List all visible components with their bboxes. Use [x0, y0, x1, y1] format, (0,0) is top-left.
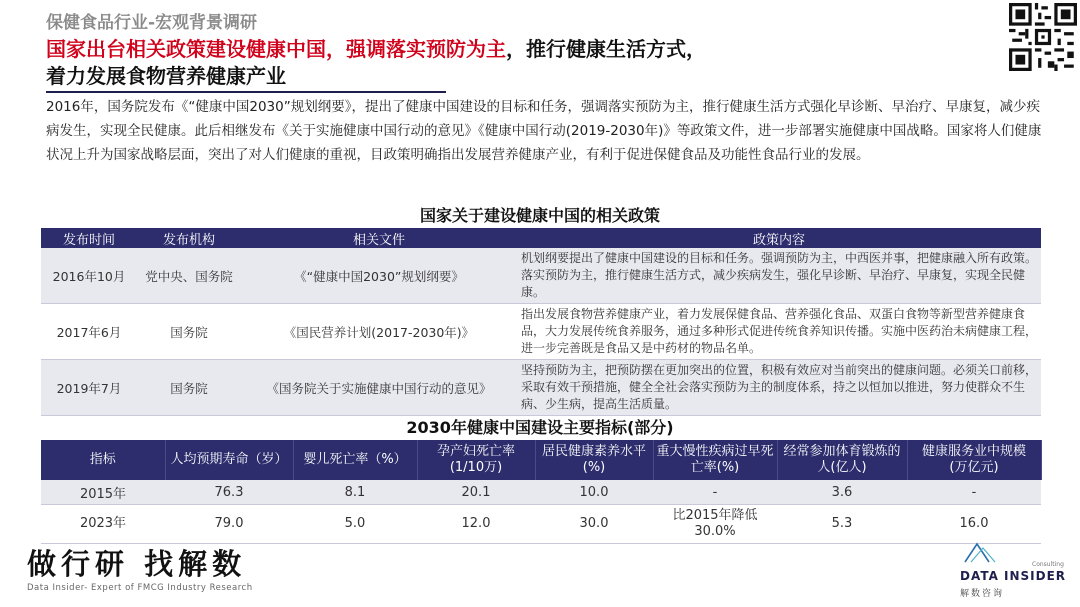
table-row [41, 480, 1041, 505]
indicator-cell: 比2015年降低 30.0% [653, 505, 777, 544]
indicator-table-title: 2030年健康中国建设主要指标(部分) [406, 418, 674, 437]
indicator-cell: 30.0 [535, 505, 653, 544]
brand-chinese-name: 解数咨询 [960, 589, 1005, 599]
indicator-header: 经常参加体育锻炼的 人(亿人) [777, 440, 907, 480]
indicator-header: 孕产妇死亡率 (1/10万) [417, 440, 535, 480]
table-row [41, 360, 1041, 416]
policy-org: 国务院 [137, 304, 241, 360]
indicator-cell: - [653, 480, 777, 505]
policy-date: 2017年6月 [41, 304, 137, 360]
indicator-cell: 8.1 [293, 480, 417, 505]
policy-header-doc: 相关文件 [241, 228, 517, 248]
indicator-header: 人均预期寿命（岁） [165, 440, 293, 480]
section-label: 保健食品行业-宏观背景调研 [46, 13, 258, 33]
policy-table [41, 228, 1041, 416]
indicator-header: 婴儿死亡率（%） [293, 440, 417, 480]
brand-consulting-label: Consulting [1032, 561, 1064, 568]
headline-black-part: ，推行健康生活方式， [506, 37, 706, 61]
table-row [41, 505, 1041, 544]
table-row [41, 304, 1041, 360]
slogan: 做行研 找解数 [27, 547, 247, 581]
brand-name: DATA INSIDER [960, 569, 1067, 583]
indicator-table [41, 440, 1042, 544]
indicator-cell: - [907, 480, 1041, 505]
policy-content: 坚持预防为主，把预防摆在更加突出的位置，积极有效应对当前突出的健康问题。必须关口前移，采取有效干预措施，健全全社会落实预防为主的制度体系，持之以恒加以推进，努力使群众不生病、少生病，提高生活质量。 [517, 360, 1041, 416]
table-row [41, 248, 1041, 304]
indicator-cell: 5.3 [777, 505, 907, 544]
policy-content: 指出发展食物营养健康产业，着力发展保健食品、营养强化食品、双蛋白食物等新型营养健康食品，大力发展传统食养服务，通过多种形式促进传统食养知识传播。实施中医药治未病健康工程，进一步完善既是食品又是中药材的物品名单。 [517, 304, 1041, 360]
headline-red-part: 国家出台相关政策建设健康中国，强调落实预防为主 [46, 37, 506, 61]
policy-doc: 《国民营养计划(2017-2030年)》 [241, 304, 517, 360]
policy-header-date: 发布时间 [41, 228, 137, 248]
indicator-cell: 2023年 [41, 505, 165, 544]
policy-header-content: 政策内容 [517, 228, 1041, 248]
policy-date: 2019年7月 [41, 360, 137, 416]
headline-line2: 着力发展食物营养健康产业 [46, 64, 286, 88]
policy-doc: 《“健康中国2030”规划纲要》 [241, 248, 517, 304]
slogan-subtitle: Data Insider- Expert of FMCG Industry Research [27, 583, 253, 593]
indicator-cell: 20.1 [417, 480, 535, 505]
policy-header-org: 发布机构 [137, 228, 241, 248]
indicator-cell: 2015年 [41, 480, 165, 505]
headline-underline [46, 91, 446, 93]
indicator-header: 重大慢性疾病过早死 亡率(%) [653, 440, 777, 480]
intro-paragraph: 2016年，国务院发布《“健康中国2030”规划纲要》，提出了健康中国建设的目标和任务，强调落实预防为主，推行健康生活方式强化早诊断、早治疗、早康复，减少疾病发生，实现全民健康。此后相继发布《关于实施健康中国行动的意见》《健康中国行动(2019-2030年)》等政策文件，进一步部署实施健康中国战略。国家将人们健康状况上升为国家战略层面，突出了对人们健康的重视，目政策明确指出发展营养健康产业，有利于促进保健食品及功能性食品行业的发展。 [46, 99, 1042, 163]
indicator-cell: 76.3 [165, 480, 293, 505]
policy-org: 国务院 [137, 360, 241, 416]
indicator-cell: 16.0 [907, 505, 1041, 544]
indicator-cell: 5.0 [293, 505, 417, 544]
indicator-cell: 79.0 [165, 505, 293, 544]
policy-doc: 《国务院关于实施健康中国行动的意见》 [241, 360, 517, 416]
page-headline [46, 36, 946, 90]
policy-date: 2016年10月 [41, 248, 137, 304]
indicator-cell: 12.0 [417, 505, 535, 544]
indicator-cell: 10.0 [535, 480, 653, 505]
indicator-header: 指标 [41, 440, 165, 480]
indicator-header: 健康服务业中规模 (万亿元) [907, 440, 1041, 480]
policy-org: 党中央、国务院 [137, 248, 241, 304]
indicator-cell: 3.6 [777, 480, 907, 505]
indicator-header: 居民健康素养水平 (%) [535, 440, 653, 480]
policy-table-title: 国家关于建设健康中国的相关政策 [419, 206, 660, 225]
qr-code-icon [1009, 3, 1077, 71]
policy-content: 机划纲要提出了健康中国建设的目标和任务。强调预防为主，中西医并事，把健康融入所有政策。落实预防为主，推行健康生活方式，减少疾病发生，强化早诊断、早治疗、早康复，实现全民健康。 [517, 248, 1041, 304]
